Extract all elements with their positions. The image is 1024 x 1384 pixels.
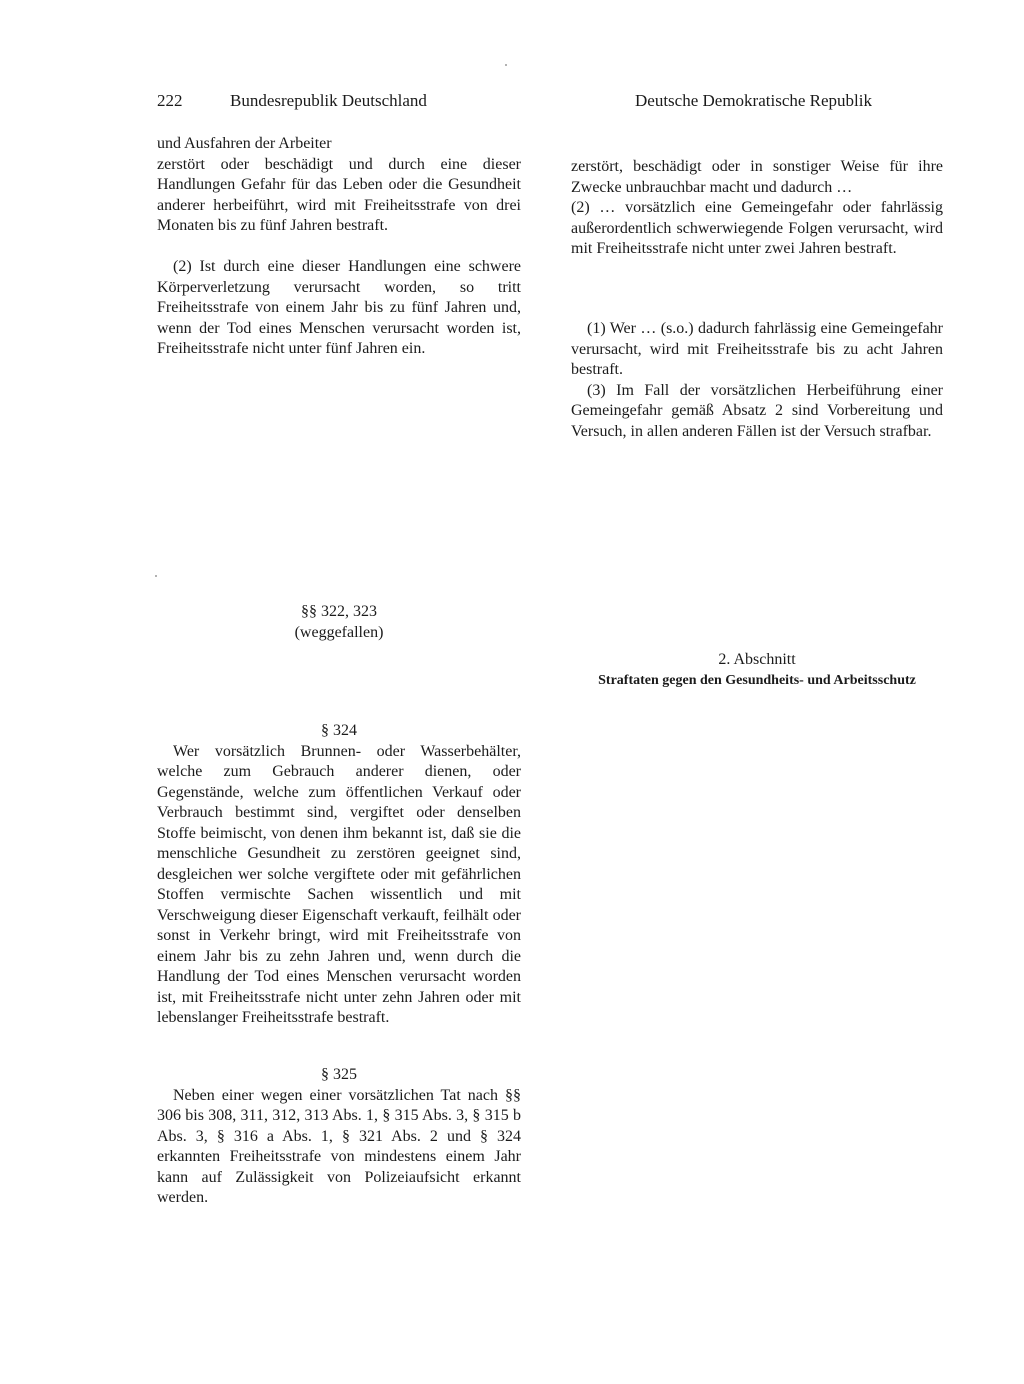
section-324-text: Wer vorsätzlich Brunnen- oder Wasserbehälter, welche zum Gebrauch anderer dienen, oder Gegenstände, welche zum öffentlichen Verkauf oder Verbrauch bestimmt sind, vergiftet oder denselben Stoffe beimischt, von denen ihm bekannt ist, daß sie die menschliche Gesundheit zu zerstören geeignet sind, desgleichen wer solche vergiftete oder mit gefährlichen Stoffen vermischte Sachen wissentlich und mit Verschweigung dieser Eigenschaft verkauft, feilhält oder sonst in Verkehr bringt, wird mit Freiheitsstrafe von einem Jahr bis zu zehn Jahren und, wenn durch die Handlung der Tod eines Menschen verursacht worden ist, mit Freiheitsstrafe nicht unter zehn Jahren oder mit lebenslanger Freiheitsstrafe bestraft. — [157, 742, 521, 1026]
left-paragraph-2: (2) Ist durch eine dieser Handlungen eine schwere Körperverletzung verursacht worden, so tritt Freiheitsstrafe von einem Jahr bis zu fünf Jahren und, wenn der Tod eines Menschen verursacht worden ist, Freiheitsstrafe nicht unter fünf Jahren ein. — [157, 258, 521, 357]
header-left-title: Bundesrepublik Deutschland — [230, 91, 427, 110]
section-number: 2. Abschnitt — [718, 651, 796, 668]
section-322-323 — [157, 602, 521, 643]
right-paragraph-2b: (3) Im Fall der vorsätzlichen Herbeiführung einer Gemeingefahr gemäß Absatz 2 sind Vorbereitung und Versuch, in allen anderen Fällen ist der Versuch strafbar. — [571, 381, 943, 440]
header-right-title: Deutsche Demokratische Republik — [635, 91, 872, 110]
right-column-block-2 — [571, 319, 943, 442]
page-number: 222 — [157, 91, 183, 110]
right-paragraph-1b: (2) … vorsätzlich eine Gemeingefahr oder fahrlässig außerordentlich schwerwiegende Folgen verursacht, wird mit Freiheitsstrafe nicht unter zwei Jahren bestraft. — [571, 199, 943, 257]
section-heading-block — [571, 650, 943, 691]
right-paragraph-2a: (1) Wer … (s.o.) dadurch fahrlässig eine Gemeingefahr verursacht, wird mit Freiheitsstrafe bis zu acht Jahren bestraft. — [571, 320, 943, 378]
paper-speck — [155, 575, 157, 577]
section-324 — [157, 721, 521, 1029]
section-325 — [157, 1065, 521, 1209]
right-paragraph-1a: zerstört, beschädigt oder in sonstiger Weise für ihre Zwecke unbrauchbar macht und dadurch … — [571, 158, 943, 196]
paper-speck — [505, 64, 507, 66]
section-325-title: § 325 — [321, 1066, 357, 1083]
left-paragraph-1: zerstört oder beschädigt und durch eine dieser Handlungen Gefahr für das Leben oder die Gesundheit anderer herbeiführt, wird mit Freiheitsstrafe von drei Monaten bis zu fünf Jahren bestraft. — [157, 155, 521, 234]
section-title: Straftaten gegen den Gesundheits- und Arbeitsschutz — [598, 672, 916, 688]
section-324-title: § 324 — [321, 722, 357, 739]
right-column-block-1 — [571, 157, 943, 260]
section-322-subtitle: (weggefallen) — [294, 623, 384, 641]
continued-heading: und Ausfahren der Arbeiter — [157, 135, 332, 152]
section-325-text: Neben einer wegen einer vorsätzlichen Tat nach §§ 306 bis 308, 311, 312, 313 Abs. 1, § 315 Abs. 3, § 315 b Abs. 3, § 316 a Abs. 1, § 321 Abs. 2 und § 324 erkannten Freiheitsstrafe von mindestens einem Jahr kann auf Zulässigkeit von Polizeiaufsicht erkannt werden. — [157, 1086, 521, 1206]
left-column-para-2 — [157, 257, 521, 360]
section-322-title: §§ 322, 323 — [301, 603, 377, 620]
left-column — [157, 134, 521, 237]
